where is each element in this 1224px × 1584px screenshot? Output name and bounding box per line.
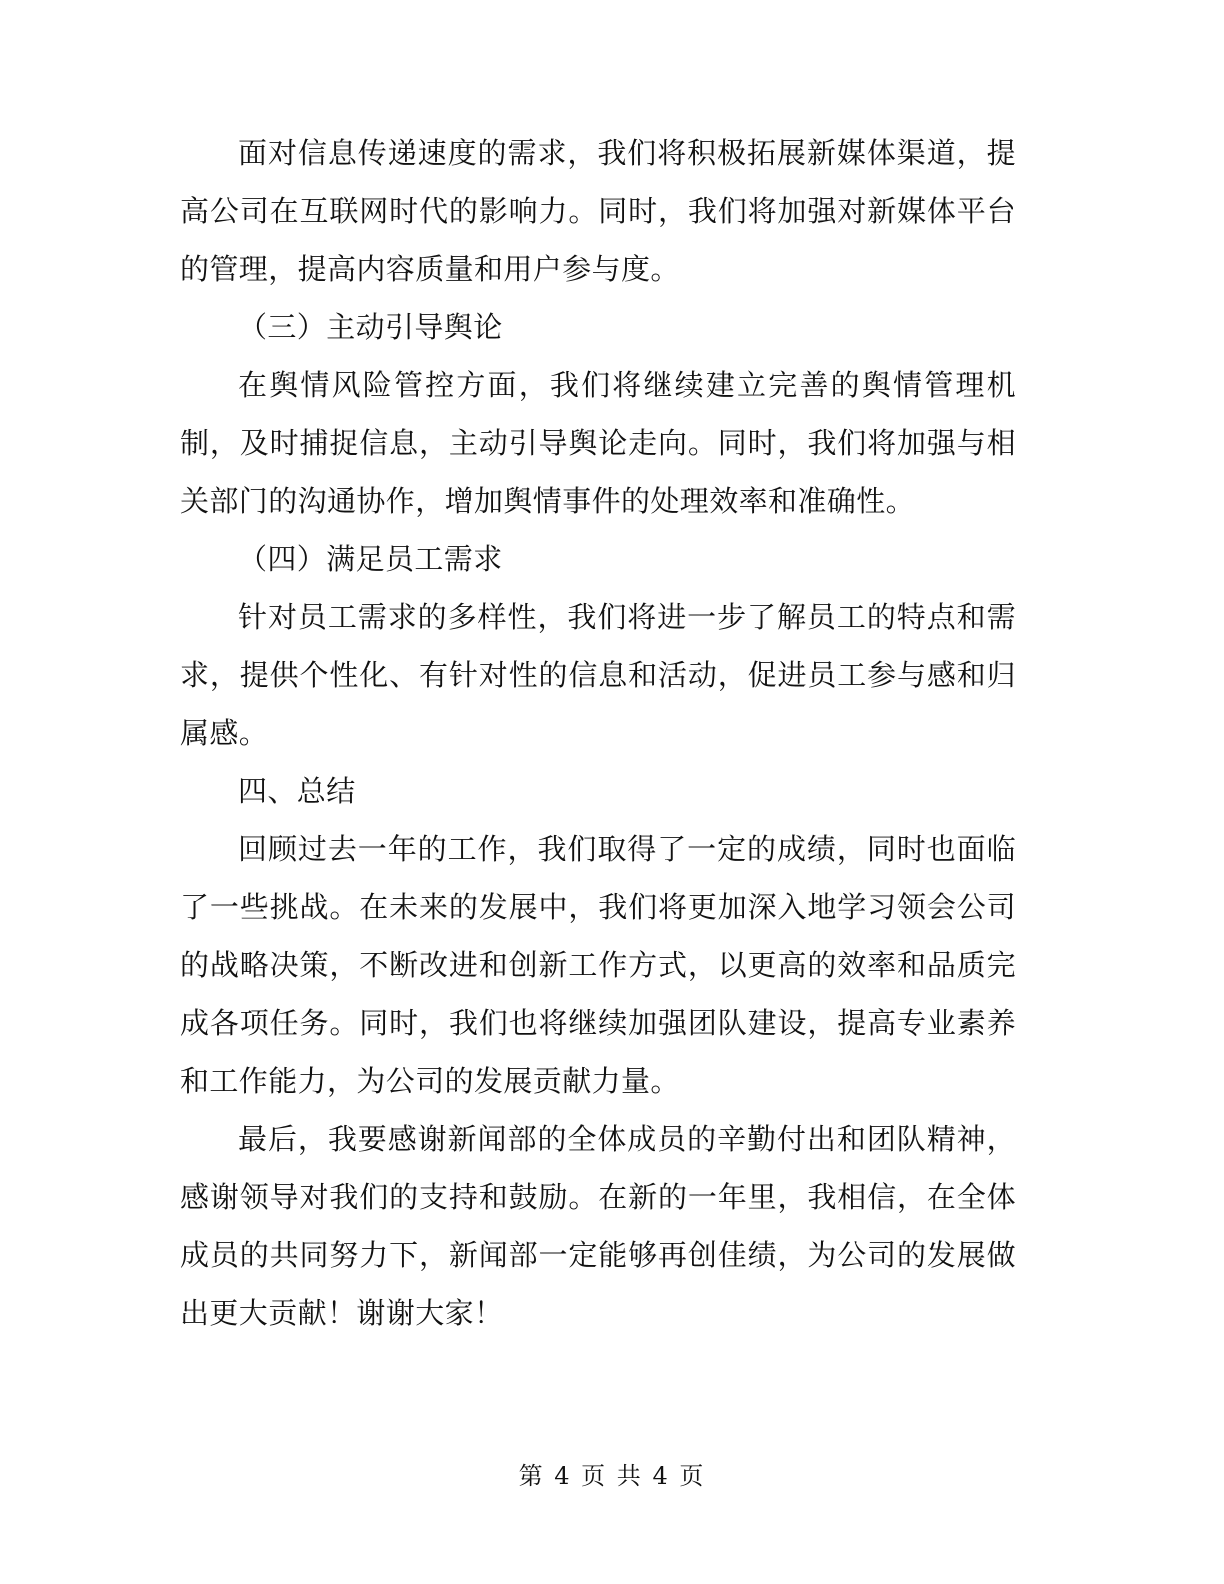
document-body (180, 124, 1016, 1342)
section-heading: （三）主动引导舆论 (238, 310, 503, 344)
section-heading: （四）满足员工需求 (238, 542, 503, 576)
body-paragraph: 在舆情风险管控方面，我们将继续建立完善的舆情管理机制，及时捕捉信息，主动引导舆论走向。同时，我们将加强与相关部门的沟通协作，增加舆情事件的处理效率和准确性。 (180, 368, 1016, 518)
section-heading: 四、总结 (238, 774, 356, 808)
body-paragraph: 回顾过去一年的工作，我们取得了一定的成绩，同时也面临了一些挑战。在未来的发展中，我们将更加深入地学习领会公司的战略决策，不断改进和创新工作方式，以更高的效率和品质完成各项任务。同时，我们也将继续加强团队建设，提高专业素养和工作能力，为公司的发展贡献力量。 (180, 832, 1016, 1098)
body-paragraph: 面对信息传递速度的需求，我们将积极拓展新媒体渠道，提高公司在互联网时代的影响力。同时，我们将加强对新媒体平台的管理，提高内容质量和用户参与度。 (180, 136, 1016, 286)
body-paragraph: 最后，我要感谢新闻部的全体成员的辛勤付出和团队精神，感谢领导对我们的支持和鼓励。在新的一年里，我相信，在全体成员的共同努力下，新闻部一定能够再创佳绩，为公司的发展做出更大贡献！谢谢大家！ (180, 1122, 1016, 1330)
page-number-footer: 第 4 页 共 4 页 (518, 1462, 706, 1490)
body-paragraph: 针对员工需求的多样性，我们将进一步了解员工的特点和需求，提供个性化、有针对性的信息和活动，促进员工参与感和归属感。 (180, 600, 1016, 750)
